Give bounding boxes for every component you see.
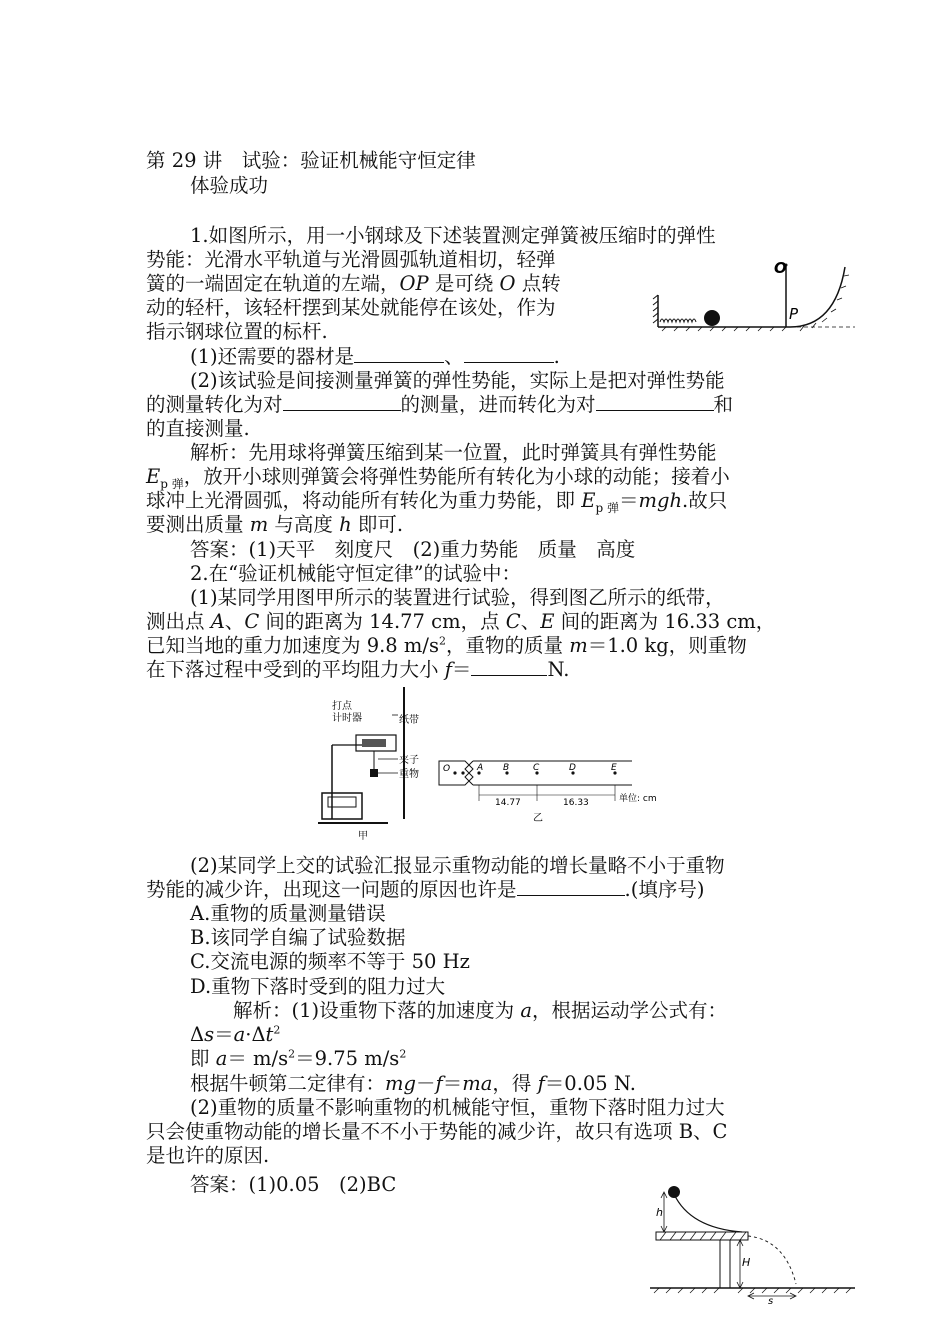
label-dakou: 打点 (332, 701, 352, 712)
q1-line-1: 1.如图所示，用一小钢球及下述装置测定弹簧被压缩时的弹性 (190, 224, 716, 247)
q2-solution-7: 是也许的原因. (146, 1144, 270, 1167)
q1-solution-4: 要测出质量 m 与高度 h 即可. (146, 513, 404, 536)
label-jishiqi: 计时器 (332, 713, 362, 724)
label-P: P (789, 305, 799, 323)
pt-D: D (569, 763, 576, 773)
q2-line-2: (1)某同学用图甲所示的装置进行试验，得到图乙所示的纸带， (190, 586, 725, 609)
page-title: 第 29 讲 试验：验证机械能守恒定律 (146, 149, 476, 172)
q1-solution-2: $E_{p 弹}$，放开小球则弹簧会将弹性势能所有转化为小球的动能；接着小 (146, 465, 730, 491)
label-O: O (774, 259, 787, 277)
label-H: H (742, 1256, 751, 1269)
q1-part2-line-2: 的测量转化为对 的测量，进而转化为对 和 (146, 393, 734, 416)
q2-answer: 答案：(1)0.05 (2)BC (190, 1173, 397, 1196)
q2-line-1: 2.在“验证机械能守恒定律”的试验中： (190, 562, 522, 585)
q2-solution-5: (2)重物的质量不影响重物的机械能守恒，重物下落时阻力过大 (190, 1096, 725, 1119)
dist-CE: 16.33 (563, 798, 589, 808)
label-s: s (768, 1296, 774, 1307)
q1-part1: (1)还需要的器材是 、 . (190, 345, 560, 368)
pt-A: A (477, 763, 484, 773)
q2-formula-2: 即 $a= m/s^2=9.75$ $m/s^2$ (190, 1047, 407, 1070)
q2-line-5: 在下落过程中受到的平均阻力大小 f＝ N. (146, 658, 570, 681)
spring-track-figure (650, 255, 860, 335)
label-jia: 甲 (358, 831, 368, 842)
label-h: h (656, 1206, 663, 1219)
ramp-table-figure (650, 1180, 860, 1305)
paper-tape-figure-yi (437, 755, 672, 827)
label-zhongwu: 重物 (399, 769, 419, 780)
q2-formula-1: $\Delta s=a\cdot\Delta t^2$ (190, 1023, 281, 1046)
q2-part2-line-1: (2)某同学上交的试验汇报显示重物动能的增长量略不小于重物 (190, 854, 725, 877)
pt-O: O (443, 764, 451, 774)
q2-part2-line-2: 势能的减少许，出现这一问题的原因也许是 .(填序号) (146, 878, 705, 901)
q1-line-4: 动的轻杆，该轻杆摆到某处就能停在该处，作为 (146, 296, 556, 319)
q1-solution-1: 解析：先用球将弹簧压缩到某一位置，此时弹簧具有弹性势能 (190, 441, 717, 464)
q1-line-2: 势能：光滑水平轨道与光滑圆弧轨道相切，轻弹 (146, 248, 556, 271)
q1-part2-line-1: (2)该试验是间接测量弹簧的弹性势能，实际上是把对弹性势能 (190, 369, 725, 392)
option-c: C.交流电源的频率不等于 50 Hz (190, 950, 470, 973)
q1-part2-line-3: 的直接测量. (146, 417, 250, 440)
label-zhidai: 纸带 (399, 715, 419, 726)
pt-B: B (503, 763, 510, 773)
apparatus-figure-jia (318, 685, 438, 845)
dist-AC: 14.77 (495, 798, 521, 808)
q1-solution-3: 球冲上光滑圆弧，将动能所有转化为重力势能，即 $E_{p 弹}=mgh$.故只 (146, 489, 728, 515)
option-b: B.该同学自编了试验数据 (190, 926, 406, 949)
q2-solution-newton: 根据牛顿第二定律有：mg－f＝ma，得 f＝0.05 N. (190, 1072, 636, 1095)
q1-line-3: 簧的一端固定在轨道的左端，OP 是可绕 O 点转 (146, 272, 561, 295)
label-jiazi: 夹子 (399, 755, 419, 766)
q2-solution-6: 只会使重物动能的增长量不不小于势能的减少许，故只有选项 B、C (146, 1120, 728, 1143)
label-yi: 乙 (533, 813, 543, 824)
q1-line-5: 指示钢球位置的标杆. (146, 320, 328, 343)
unit-label: 单位: cm (619, 794, 657, 804)
q2-line-3: 测出点 A、C 间的距离为 14.77 cm，点 C、E 间的距离为 16.33 cm， (146, 610, 776, 633)
option-a: A.重物的质量测量错误 (190, 902, 386, 925)
option-d: D.重物下落时受到的阻力过大 (190, 975, 446, 998)
q1-answer: 答案：(1)天平 刻度尺 (2)重力势能 质量 高度 (190, 538, 636, 561)
pt-E: E (611, 763, 617, 773)
section-heading: 体验成功 (190, 174, 269, 197)
q2-solution-1: 解析：(1)设重物下落的加速度为 a，根据运动学公式有： (233, 999, 727, 1022)
pt-C: C (533, 763, 540, 773)
q2-line-4: 已知当地的重力加速度为 9.8 $m/s^2$，重物的质量 m＝1.0 kg，则重物 (146, 634, 747, 657)
